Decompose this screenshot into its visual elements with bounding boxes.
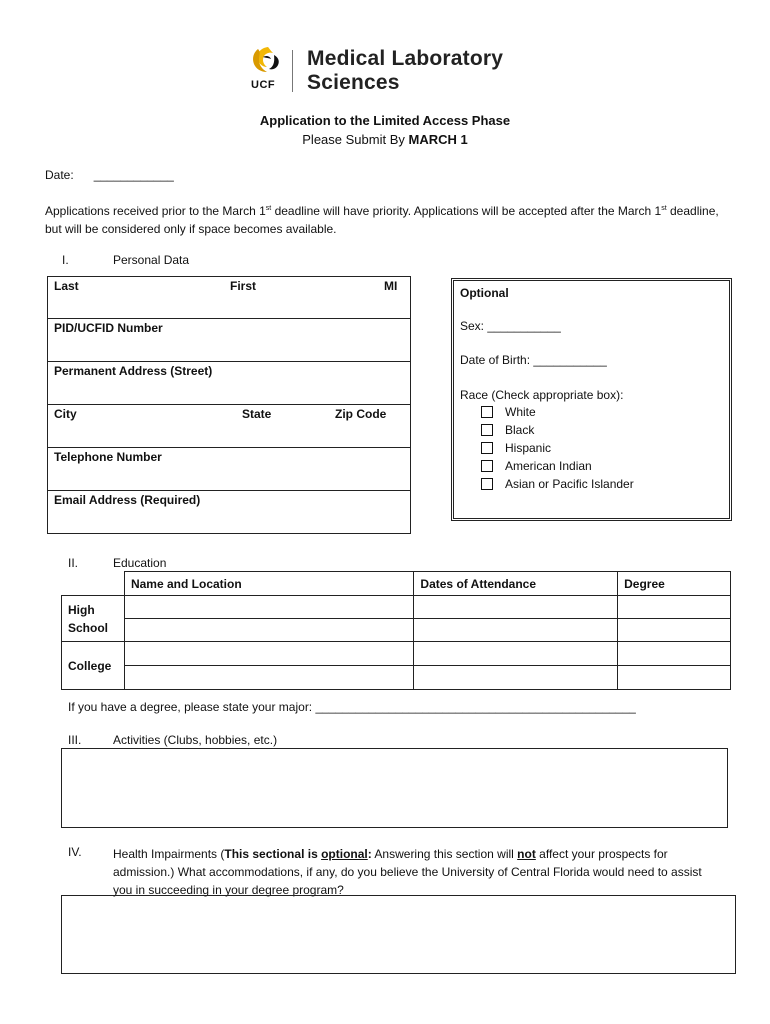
health-impairments-box[interactable]	[61, 895, 736, 974]
city-row[interactable]	[48, 405, 410, 448]
race-black-label: Black	[505, 423, 535, 437]
email-row[interactable]	[48, 491, 410, 534]
submit-deadline	[0, 132, 770, 147]
street-label: Permanent Address (Street)	[54, 364, 213, 378]
logo-title-line2: Sciences	[307, 71, 400, 94]
college-dates-cell-1[interactable]	[414, 642, 618, 666]
phone-row[interactable]	[48, 448, 410, 491]
hs-degree-cell-1[interactable]	[618, 596, 731, 619]
health-text-2: This sectional is	[224, 847, 322, 861]
race-label: Race (Check appropriate box):	[460, 388, 624, 402]
intro-text-2: deadline will have priority. Applications will be accepted after the March 1	[271, 204, 662, 218]
hs-name-cell-1[interactable]	[124, 596, 413, 619]
health-text-not: not	[517, 847, 536, 861]
section-3-title: Activities (Clubs, hobbies, etc.)	[113, 733, 278, 747]
name-location-header: Name and Location	[124, 572, 413, 596]
intro-text-3: deadline, but will be considered only if space becomes available.	[45, 204, 719, 236]
college-degree-cell-1[interactable]	[618, 642, 731, 666]
dob-field[interactable]: Date of Birth: ___________	[460, 353, 607, 367]
name-row[interactable]	[48, 277, 410, 319]
ucf-wordmark: UCF	[251, 79, 276, 91]
major-field[interactable]: If you have a degree, please state your major: ________________________________________________	[68, 700, 636, 714]
college-dates-cell-2[interactable]	[414, 666, 618, 690]
health-text-5: Answering this section will	[371, 847, 518, 861]
high-school-row-1[interactable]	[62, 596, 731, 619]
health-text-colon: :	[367, 847, 372, 861]
hs-degree-cell-2[interactable]	[618, 619, 731, 642]
empty-corner-cell	[62, 572, 125, 596]
race-white-checkbox[interactable]	[481, 406, 493, 418]
education-table	[61, 571, 731, 690]
high-school-label	[62, 596, 125, 642]
section-1-title: Personal Data	[113, 253, 190, 267]
section-1-number: I.	[62, 253, 69, 267]
intro-text-1: Applications received prior to the March 1	[45, 204, 266, 218]
health-impairments-text	[113, 845, 713, 899]
health-text-7: affect your prospects for admission.) What accommodations, if any, do you believe the University of Central Florida would need to assist you in succeeding in your degree program?	[113, 847, 702, 897]
college-row-2[interactable]	[62, 666, 731, 690]
hs-dates-cell-2[interactable]	[414, 619, 618, 642]
college-degree-cell-2[interactable]	[618, 666, 731, 690]
submit-deadline-date: MARCH 1	[408, 132, 468, 147]
section-2-number: II.	[68, 556, 79, 570]
college-name-cell-1[interactable]	[124, 642, 413, 666]
hs-name-cell-2[interactable]	[124, 619, 413, 642]
college-label: College	[62, 642, 125, 690]
high-school-label-2: School	[68, 620, 109, 635]
section-4-number: IV.	[68, 845, 82, 859]
race-hispanic-checkbox[interactable]	[481, 442, 493, 454]
ucf-pegasus-logo-icon	[250, 45, 284, 77]
first-name-label: First	[230, 279, 257, 293]
pid-label: PID/UCFID Number	[54, 321, 163, 335]
activities-box[interactable]	[61, 748, 728, 828]
section-3-number: III.	[68, 733, 82, 747]
pid-row[interactable]	[48, 319, 410, 362]
race-american-indian-checkbox[interactable]	[481, 460, 493, 472]
personal-data-table	[47, 276, 411, 534]
zip-label: Zip Code	[335, 407, 387, 421]
middle-initial-label: MI	[384, 279, 398, 293]
dates-attendance-header: Dates of Attendance	[414, 572, 618, 596]
degree-header: Degree	[618, 572, 731, 596]
health-text-1: Health Impairments (	[113, 847, 225, 861]
college-name-cell-2[interactable]	[124, 666, 413, 690]
state-label: State	[242, 407, 272, 421]
date-blank[interactable]: ____________	[93, 168, 174, 182]
race-white-label: White	[505, 405, 536, 419]
email-label: Email Address (Required)	[54, 493, 201, 507]
optional-heading: Optional	[460, 286, 509, 300]
page-title: Application to the Limited Access Phase	[259, 113, 511, 128]
sex-field[interactable]: Sex: ___________	[460, 319, 561, 333]
intro-sup-1: st	[265, 205, 272, 212]
section-2-title: Education	[113, 556, 167, 570]
high-school-row-2[interactable]	[62, 619, 731, 642]
logo-divider	[292, 50, 293, 92]
date-label: Date:	[45, 168, 74, 182]
city-label: City	[54, 407, 77, 421]
intro-sup-2: st	[661, 205, 667, 212]
college-row-1[interactable]	[62, 642, 731, 666]
hs-dates-cell-1[interactable]	[414, 596, 618, 619]
race-black-checkbox[interactable]	[481, 424, 493, 436]
intro-paragraph	[45, 200, 735, 238]
logo-title-line1: Medical Laboratory	[307, 47, 504, 70]
submit-prefix: Please Submit By	[302, 132, 409, 147]
race-hispanic-label: Hispanic	[505, 441, 552, 455]
race-american-indian-label: American Indian	[505, 459, 592, 473]
last-name-label: Last	[54, 279, 79, 293]
race-asian-pacific-label: Asian or Pacific Islander	[505, 477, 634, 491]
education-header-row	[62, 572, 731, 596]
race-asian-pacific-checkbox[interactable]	[481, 478, 493, 490]
optional-info-box	[451, 278, 732, 521]
health-text-optional: optional	[321, 847, 368, 861]
street-row[interactable]	[48, 362, 410, 405]
high-school-label-1: High	[68, 602, 95, 617]
phone-label: Telephone Number	[54, 450, 162, 464]
date-field[interactable]	[45, 168, 174, 182]
